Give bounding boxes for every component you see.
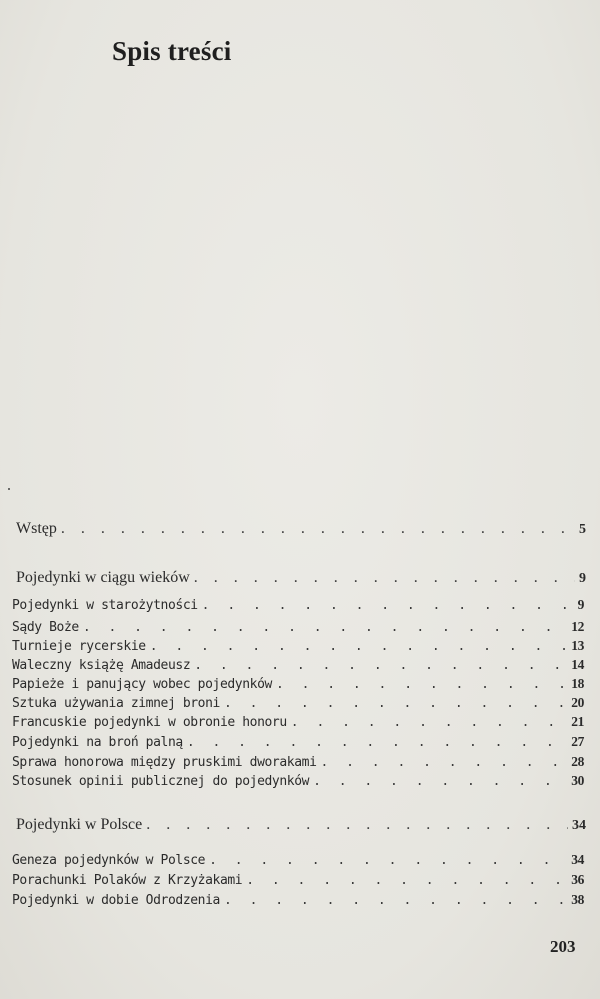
toc-subentry-page: 28 — [571, 754, 584, 769]
toc-subentry-label: Porachunki Polaków z Krzyżakami — [12, 873, 243, 888]
toc-subentry-label: Pojedynki w dobie Odrodzenia — [12, 893, 220, 908]
toc-subentry-label: Sądy Boże — [12, 620, 79, 635]
toc-subentry — [12, 597, 584, 613]
toc-subentry-page: 18 — [571, 676, 584, 691]
paper-speck — [8, 488, 10, 490]
toc-entry-page: 9 — [579, 571, 586, 586]
dot-leader — [224, 893, 567, 908]
toc-subentry — [12, 892, 584, 908]
toc-subentry — [12, 657, 584, 673]
toc-subentry-page: 21 — [571, 714, 584, 729]
toc-subentry-label: Stosunek opinii publicznej do pojedynków — [12, 774, 310, 789]
toc-subentry-label: Waleczny książę Amadeusz — [12, 658, 191, 673]
toc-subentry-page: 34 — [571, 852, 584, 867]
toc-subentry-page: 12 — [571, 619, 584, 634]
toc-subentry — [12, 852, 584, 868]
dot-leader — [83, 620, 567, 635]
toc-subentry-label: Papieże i panujący wobec pojedynków — [12, 677, 272, 692]
dot-leader — [291, 715, 568, 730]
dot-leader — [321, 755, 568, 770]
page-number: 203 — [550, 937, 576, 956]
toc-subentry-label: Geneza pojedynków w Polsce — [12, 853, 206, 868]
toc-subentry — [12, 676, 584, 692]
dot-leader — [202, 598, 574, 613]
toc-subentry — [12, 773, 584, 789]
page-title: Spis treści — [112, 36, 232, 66]
toc-entry-label: Pojedynki w Polsce — [16, 816, 143, 833]
toc-subentry — [12, 714, 584, 730]
toc-entry-wstep — [16, 520, 586, 538]
toc-entry-page: 34 — [572, 818, 586, 833]
toc-entry-pojedynki-w-ciagu-wiekow — [16, 569, 586, 587]
toc-subentry — [12, 872, 584, 888]
toc-subentry-page: 27 — [571, 734, 584, 749]
toc-subentry-page: 13 — [571, 638, 584, 653]
toc-subentry-page: 14 — [571, 657, 584, 672]
toc-subentry-page: 38 — [571, 892, 584, 907]
toc-entry-label: Wstęp — [16, 520, 57, 537]
toc-subentry — [12, 638, 584, 654]
dot-leader — [313, 774, 567, 789]
dot-leader — [194, 658, 567, 673]
dot-leader — [209, 853, 567, 868]
toc-entry-page: 5 — [579, 522, 586, 537]
toc-subentry-page: 36 — [571, 872, 584, 887]
dot-leader — [187, 735, 567, 750]
dot-leader — [246, 873, 567, 888]
toc-subentry — [12, 734, 584, 750]
dot-leader — [276, 677, 567, 692]
toc-subentry — [12, 754, 584, 770]
toc-subentry-page: 30 — [571, 773, 584, 788]
toc-subentry-label: Turnieje rycerskie — [12, 639, 146, 654]
dot-leader — [224, 696, 567, 711]
toc-subentry-label: Sztuka używania zimnej broni — [12, 696, 220, 711]
toc-subentry-page: 9 — [577, 597, 584, 612]
toc-subentry — [12, 619, 584, 635]
toc-subentry-label: Sprawa honorowa między pruskimi dworakami — [12, 755, 317, 770]
toc-entry-label: Pojedynki w ciągu wieków — [16, 569, 190, 586]
toc-subentry-label: Pojedynki na broń palną — [12, 735, 183, 750]
dot-leader — [150, 639, 568, 654]
dot-leader — [146, 816, 568, 834]
toc-subentry-label: Francuskie pojedynki w obronie honoru — [12, 715, 287, 730]
dot-leader — [61, 520, 575, 538]
toc-subentry-label: Pojedynki w starożytności — [12, 598, 198, 613]
toc-subentry-page: 20 — [571, 695, 584, 710]
dot-leader — [194, 569, 575, 587]
toc-subentry — [12, 695, 584, 711]
toc-entry-pojedynki-w-polsce — [16, 816, 586, 834]
